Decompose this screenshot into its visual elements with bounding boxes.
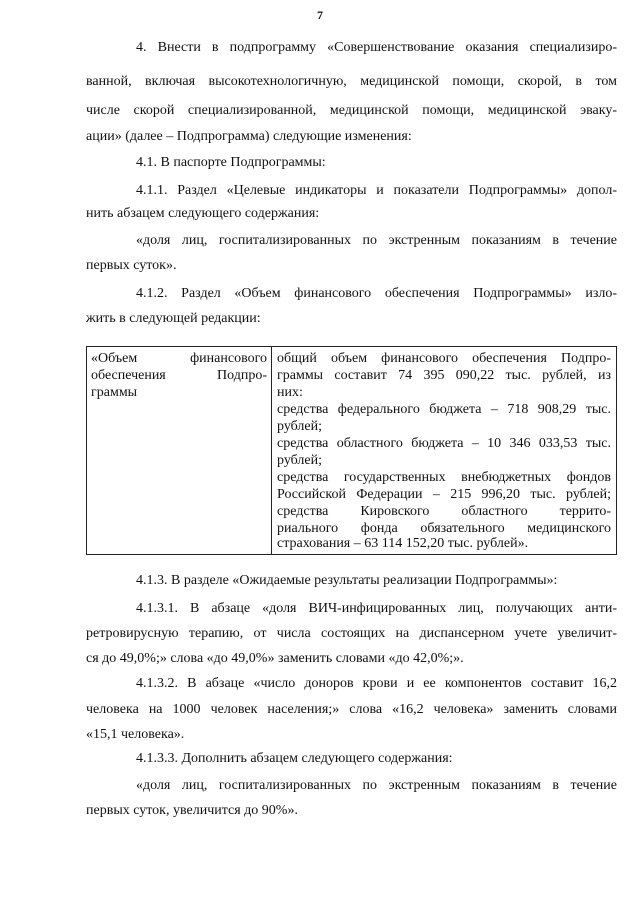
paragraph-4-1-1-line: нить абзацем следующего содержания: <box>86 206 320 221</box>
paragraph-4-1-3-1-line: ретровирусную терапию, от числа состоящих на диспансерном учете увеличит- <box>86 626 617 641</box>
table-right-cell-line: граммы составит 74 395 090,22 тыс. рублей, из <box>277 368 611 383</box>
paragraph-4-1-3-2-line: 4.1.3.2. В абзаце «число доноров крови и ее компонентов составит 16,2 <box>136 676 617 691</box>
paragraph-4-1-3-2-line: человека на 1000 человек населения;» слова «16,2 человека» заменить словами <box>86 702 617 717</box>
paragraph-4-line: числе скорой специализированной, медицинской помощи, медицинской эваку- <box>86 103 617 118</box>
paragraph-4-1-2-line: 4.1.2. Раздел «Объем финансового обеспечения Подпрограммы» изло- <box>136 286 617 301</box>
paragraph-4-line: ации» (далее – Подпрограмма) следующие изменения: <box>86 129 412 144</box>
table-right-cell-line: общий объем финансового обеспечения Подпро- <box>277 351 611 366</box>
quote-1-line: «доля лиц, госпитализированных по экстренным показаниям в течение <box>136 233 617 248</box>
quote-2-line: первых суток, увеличится до 90%». <box>86 803 298 818</box>
paragraph-4-1-3-line: 4.1.3. В разделе «Ожидаемые результаты реализации Подпрограммы»: <box>136 573 558 588</box>
table-right-cell-line: рублей; <box>277 453 322 468</box>
paragraph-4-1-line: 4.1. В паспорте Подпрограммы: <box>136 155 326 170</box>
table-right-cell-line: средства государственных внебюджетных фондов <box>277 470 611 485</box>
page-number: 7 <box>317 8 323 22</box>
paragraph-4-line: ванной, включая высокотехнологичную, медицинской помощи, скорой, в том <box>86 74 617 89</box>
paragraph-4-1-3-3-line: 4.1.3.3. Дополнить абзацем следующего содержания: <box>136 751 453 766</box>
quote-1-line: первых суток». <box>86 258 177 273</box>
table-right-cell-line: средства областного бюджета – 10 346 033,53 тыс. <box>277 436 611 451</box>
paragraph-4-1-3-2-line: «15,1 человека». <box>86 727 185 742</box>
table-left-cell-line: «Объем финансового <box>91 351 267 366</box>
paragraph-4-1-2-line: жить в следующей редакции: <box>86 311 261 326</box>
paragraph-4-1-1-line: 4.1.1. Раздел «Целевые индикаторы и показатели Подпрограммы» допол- <box>136 183 617 198</box>
table-right-cell-line: средства федерального бюджета – 718 908,29 тыс. <box>277 402 611 417</box>
table-right-cell-line: них: <box>277 385 303 400</box>
table-left-cell-line: обеспечения Подпро- <box>91 368 267 383</box>
table-right-cell-line: риального фонда обязательного медицинского <box>277 521 611 536</box>
table-right-cell-line: страхования – 63 114 152,20 тыс. рублей». <box>277 536 529 551</box>
quote-2-line: «доля лиц, госпитализированных по экстренным показаниям в течение <box>136 778 617 793</box>
table-right-cell-line: рублей; <box>277 419 322 434</box>
table-right-cell-line: Российской Федерации – 215 996,20 тыс. рублей; <box>277 487 611 502</box>
paragraph-4-1-3-1-line: ся до 49,0%;» слова «до 49,0%» заменить словами «до 42,0%;». <box>86 651 464 666</box>
funding-table <box>86 346 617 555</box>
paragraph-4-1-3-1-line: 4.1.3.1. В абзаце «доля ВИЧ-инфицированных лиц, получающих анти- <box>136 601 617 616</box>
table-column-divider <box>271 347 272 554</box>
table-left-cell-line: граммы <box>91 385 138 400</box>
table-right-cell-line: средства Кировского областного террито- <box>277 504 611 519</box>
paragraph-4-line: 4. Внести в подпрограмму «Совершенствование оказания специализиро- <box>136 40 617 55</box>
